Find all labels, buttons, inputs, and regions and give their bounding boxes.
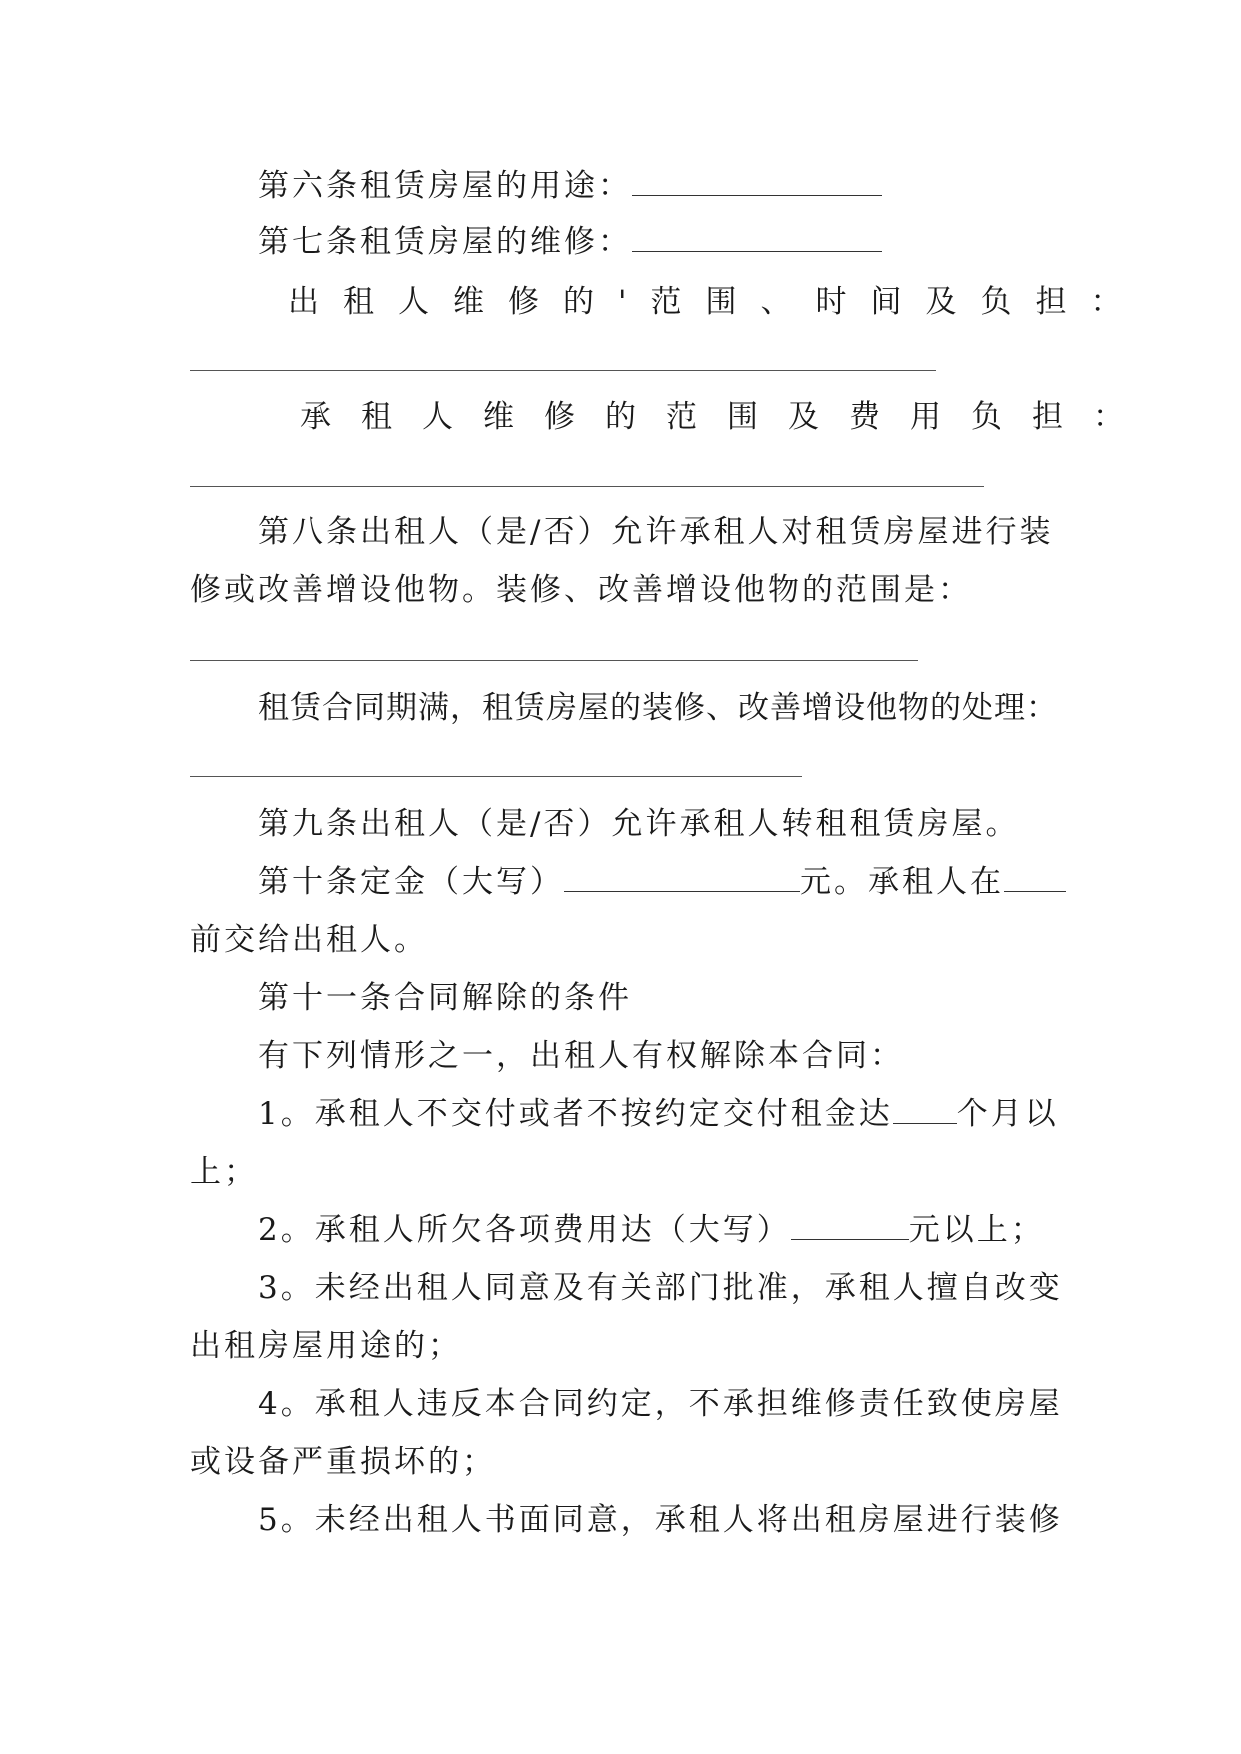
article-6-blank (632, 167, 882, 196)
item-4-line-1: 4。承租人违反本合同约定，不承担维修责任致使房屋 (258, 1386, 1063, 1422)
expiry-line: 租赁合同期满，租赁房屋的装修、改善增设他物的处理： (258, 690, 1058, 726)
item-5-line-1: 5。未经出租人书面同意，承租人将出租房屋进行装修 (258, 1502, 1063, 1538)
article-8-line-1: 第八条出租人（是/否）允许承租人对租赁房屋进行装 (258, 514, 1054, 550)
article-6-line (258, 166, 882, 206)
article-10-text-1: 第十条定金（大写） (258, 864, 564, 900)
lessee-repair-blank (190, 486, 984, 487)
article-8-blank (190, 660, 918, 661)
item-1-months-blank (893, 1095, 957, 1124)
article-9-line: 第九条出租人（是/否）允许承租人转租租赁房屋。 (258, 806, 1020, 842)
deposit-amount-blank (564, 863, 800, 892)
item-1-text-1: 1。承租人不交付或者不按约定交付租金达 (258, 1096, 893, 1132)
article-10-line-1 (258, 862, 1066, 902)
article-8-line-2: 修或改善增设他物。装修、改善增设他物的范围是： (190, 572, 972, 608)
article-7-text: 第七条租赁房屋的维修： (258, 224, 632, 260)
item-1-line-2: 上； (190, 1154, 258, 1190)
item-2-text-2: 元以上； (908, 1212, 1045, 1248)
article-10-line-2: 前交给出租人。 (190, 922, 428, 958)
article-7-blank (632, 223, 882, 252)
item-4-line-2: 或设备严重损坏的； (190, 1444, 496, 1480)
item-1-line-1 (258, 1094, 1059, 1134)
item-2-text-1: 2。承租人所欠各项费用达（大写） (258, 1212, 791, 1248)
item-2-line (258, 1210, 1045, 1250)
item-3-line-1: 3。未经出租人同意及有关部门批准，承租人擅自改变 (258, 1270, 1063, 1306)
item-1-text-2: 个月以 (956, 1096, 1059, 1132)
expiry-blank (190, 776, 802, 777)
item-2-amount-blank (791, 1211, 909, 1240)
article-11-line: 第十一条合同解除的条件 (258, 980, 632, 1016)
article-10-text-2: 元。承租人在 (800, 864, 1004, 900)
lessor-repair-line: 出租人维修的'范围、时间及负担： (288, 284, 1146, 320)
article-7-line (258, 222, 882, 262)
item-3-line-2: 出租房屋用途的； (190, 1328, 462, 1364)
article-6-text: 第六条租赁房屋的用途： (258, 168, 632, 204)
lessor-repair-blank (190, 370, 936, 371)
deposit-date-blank (1004, 863, 1066, 892)
lessee-repair-line: 承租人维修的范围及费用负担： (300, 399, 1154, 435)
article-11-intro: 有下列情形之一，出租人有权解除本合同： (258, 1038, 904, 1074)
